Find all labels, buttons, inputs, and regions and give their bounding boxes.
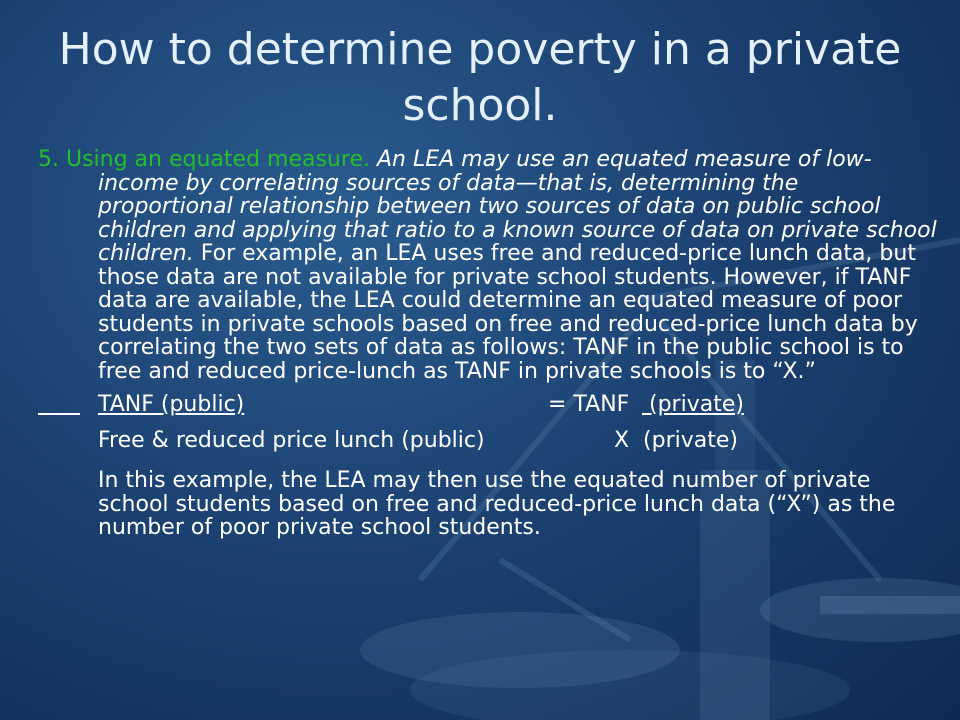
definition-text: An LEA may use an equated measure of low-income by correlating sources of data—that is, determining the proportional relationship between two sources of data on public school children and applying that ratio to a known source of data on private school children. — [98, 147, 937, 266]
ratio-equals: = TANF — [548, 392, 630, 417]
example-text: For example, an LEA uses free and reduced-price lunch data, but those data are not available for private school students. However, if TANF data are available, the LEA could determine an equated measure of poor students in private schools based on free and reduced-price lunch data by correlating the two sets of data as follows: TANF in the public school is to free and reduced price-lunch as TANF in private schools is to “X.” — [98, 241, 918, 384]
conclusion-paragraph: In this example, the LEA may then use the equated number of private school students based on free and reduced-price lunch data (“X”) as the number of poor private school students. — [98, 468, 896, 540]
ratio-right-numerator: (private) — [642, 392, 744, 417]
slide-title: How to determine poverty in a private school. — [58, 24, 902, 131]
ratio-right-denominator: X (private) — [614, 428, 739, 453]
slide-body — [38, 148, 938, 540]
ratio-left-denominator: Free & reduced price lunch (public) — [98, 428, 485, 453]
ratio-numerator-row — [38, 393, 938, 417]
ratio-left-numerator: TANF (public) — [98, 392, 245, 417]
step-label: 5. Using an equated measure. — [38, 147, 370, 172]
ratio-left-underline — [38, 393, 80, 417]
step-paragraph — [38, 148, 938, 383]
ratio-denominator-row — [38, 429, 938, 453]
